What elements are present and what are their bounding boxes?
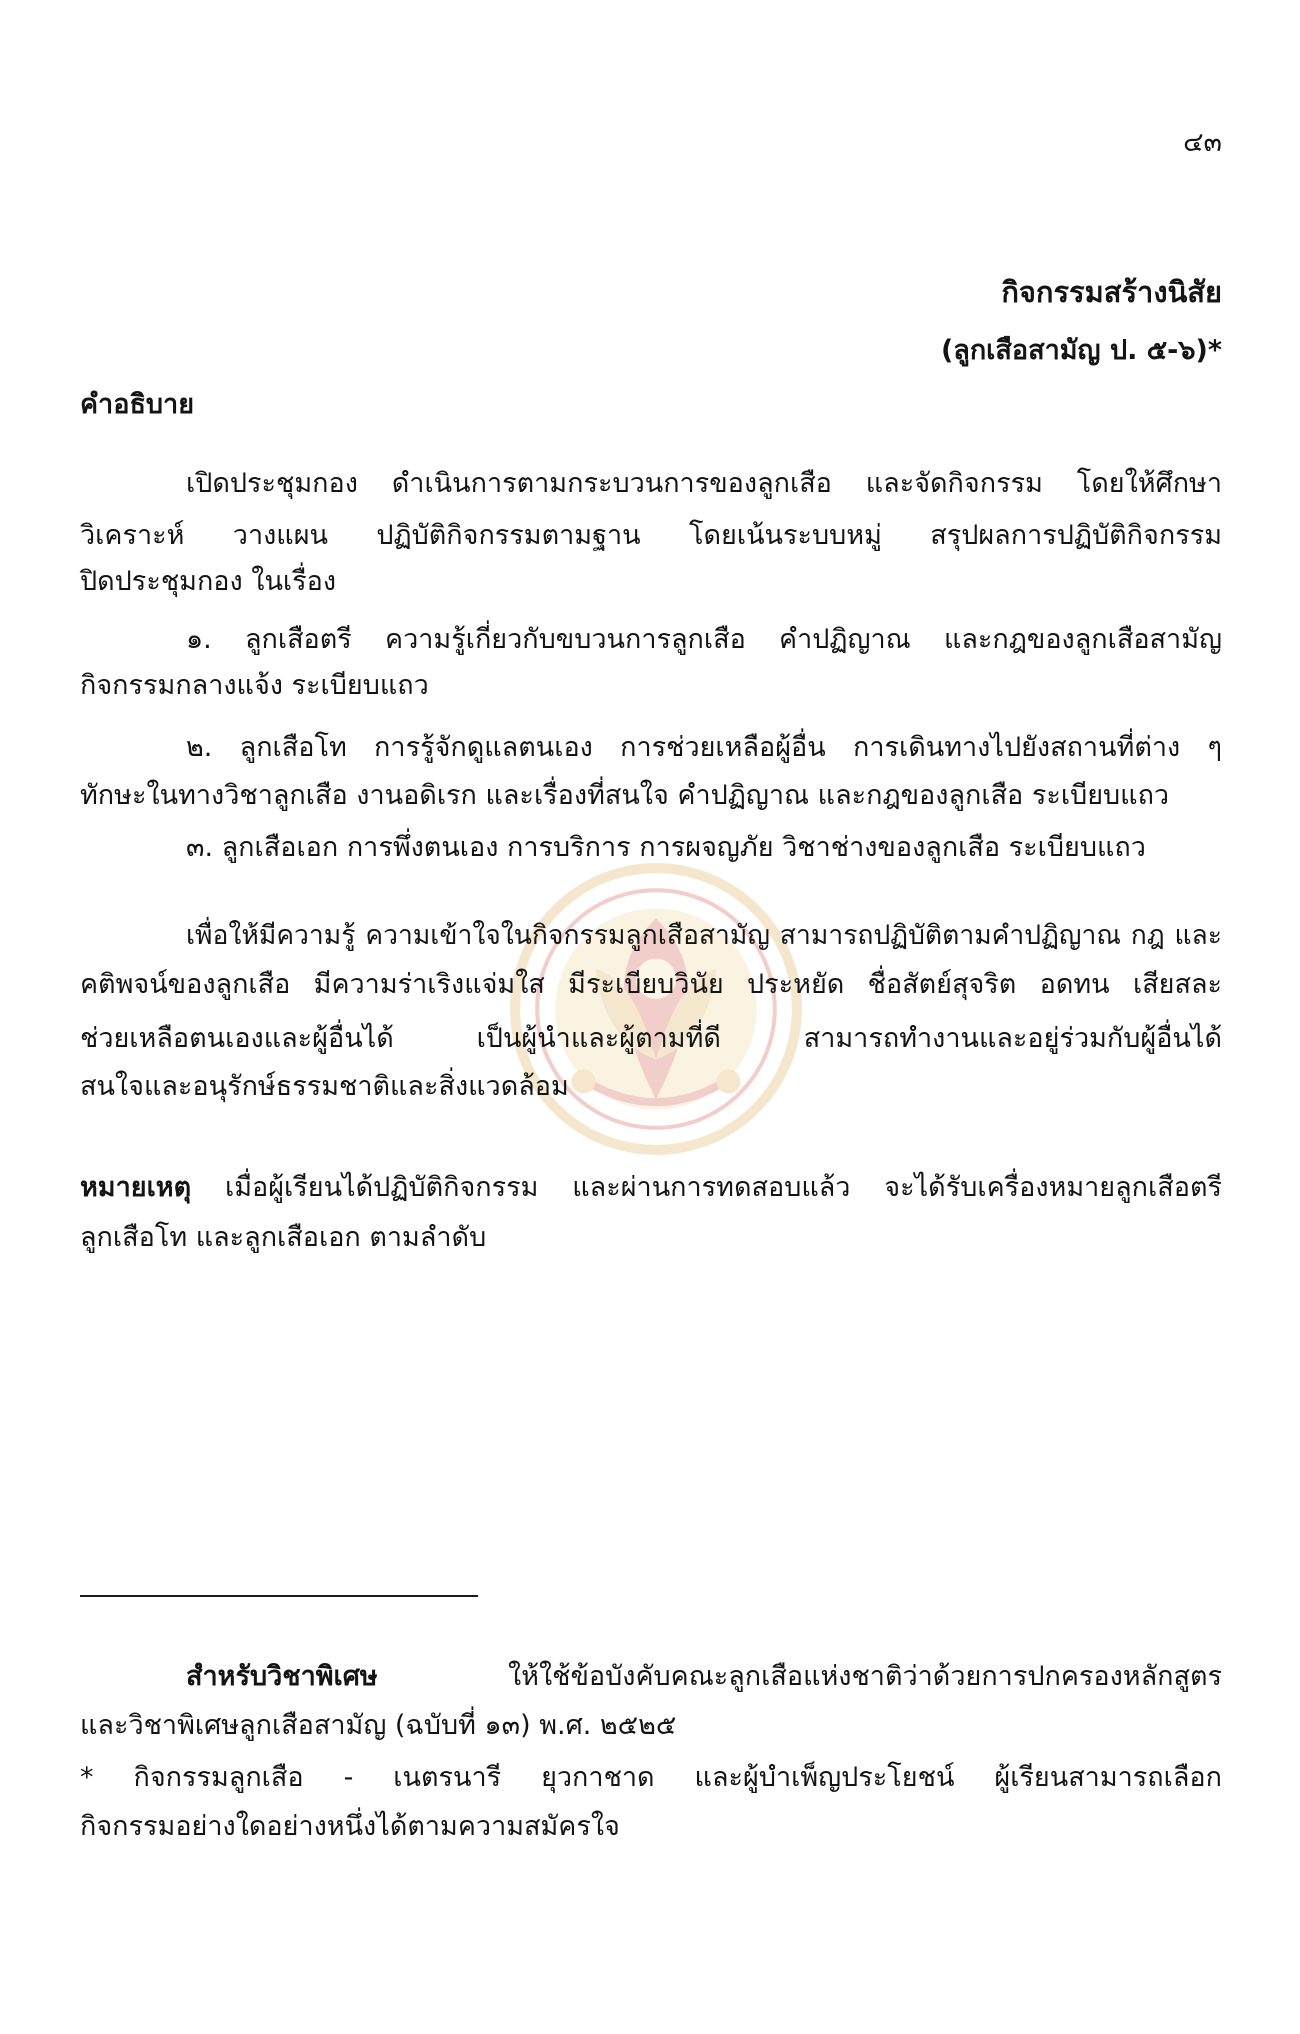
objective-line: สนใจและอนุรักษ์ธรรมชาติและสิ่งแวดล้อม [80,1071,569,1102]
intro-line: เปิดประชุมกอง ดำเนินการตามกระบวนการของลูกเสือ และจัดกิจกรรม โดยให้ศึกษา [186,468,1222,499]
note-text: เมื่อผู้เรียนได้ปฏิบัติกิจกรรม และผ่านการทดสอบแล้ว จะได้รับเครื่องหมายลูกเสือตรี [224,1172,1222,1203]
description-heading: คำอธิบาย [80,389,195,420]
list-item-2: ๒. ลูกเสือโท การรู้จักดูแลตนเอง การช่วยเหลือผู้อื่น การเดินทางไปยังสถานที่ต่าง ๆ [186,732,1222,763]
footnote-asterisk: * กิจกรรมลูกเสือ - เนตรนารี ยุวกาชาด และผู้บำเพ็ญประโยชน์ ผู้เรียนสามารถเลือก [80,1762,1222,1793]
objective-line: เพื่อให้มีความรู้ ความเข้าใจในกิจกรรมลูกเสือสามัญ สามารถปฏิบัติตามคำปฏิญาณ กฎ และ [186,920,1222,951]
page-subtitle: (ลูกเสือสามัญ ป. ๕-๖)* [940,335,1222,366]
footnote-special-subject-text: ให้ใช้ข้อบังคับคณะลูกเสือแห่งชาติว่าด้วยการปกครองหลักสูตร [507,1661,1222,1692]
objective-line: ช่วยเหลือตนเองและผู้อื่นได้ เป็นผู้นำและผู้ตามที่ดี สามารถทำงานและอยู่ร่วมกับผู้อื่นได้ [80,1023,1222,1054]
intro-line: วิเคราะห์ วางแผน ปฏิบัติกิจกรรมตามฐาน โดยเน้นระบบหมู่ สรุปผลการปฏิบัติกิจกรรม [80,520,1222,551]
page-number: ๔๓ [1183,127,1222,158]
intro-line: ปิดประชุมกอง ในเรื่อง [80,566,337,597]
watermark-seal-icon [505,858,807,1160]
footnote-special-subject [186,1657,1222,1697]
footnote-special-subject-continued: และวิชาพิเศษลูกเสือสามัญ (ฉบับที่ ๑๓) พ.ศ. ๒๕๒๕ [80,1710,677,1741]
list-item-3: ๓. ลูกเสือเอก การพึ่งตนเอง การบริการ การผจญภัย วิชาช่างของลูกเสือ ระเบียบแถว [186,832,1146,863]
note-label: หมายเหตุ [80,1172,192,1203]
list-item-2-continued: ทักษะในทางวิชาลูกเสือ งานอดิเรก และเรื่องที่สนใจ คำปฏิญาณ และกฎของลูกเสือ ระเบียบแถว [80,780,1170,811]
page-title: กิจกรรมสร้างนิสัย [1001,275,1222,309]
note-line-continued: ลูกเสือโท และลูกเสือเอก ตามลำดับ [80,1222,487,1253]
footnote-divider [80,1595,478,1597]
footnote-asterisk-continued: กิจกรรมอย่างใดอย่างหนึ่งได้ตามความสมัครใจ [80,1811,620,1842]
footnote-special-subject-label: สำหรับวิชาพิเศษ [186,1661,378,1692]
note-line [80,1168,1222,1208]
objective-line: คติพจน์ของลูกเสือ มีความร่าเริงแจ่มใส มีระเบียบวินัย ประหยัด ชื่อสัตย์สุจริต อดทน เสียสละ [80,969,1222,1000]
list-item-1: ๑. ลูกเสือตรี ความรู้เกี่ยวกับขบวนการลูกเสือ คำปฏิญาณ และกฎของลูกเสือสามัญ [186,624,1222,655]
list-item-1-continued: กิจกรรมกลางแจ้ง ระเบียบแถว [80,670,429,701]
